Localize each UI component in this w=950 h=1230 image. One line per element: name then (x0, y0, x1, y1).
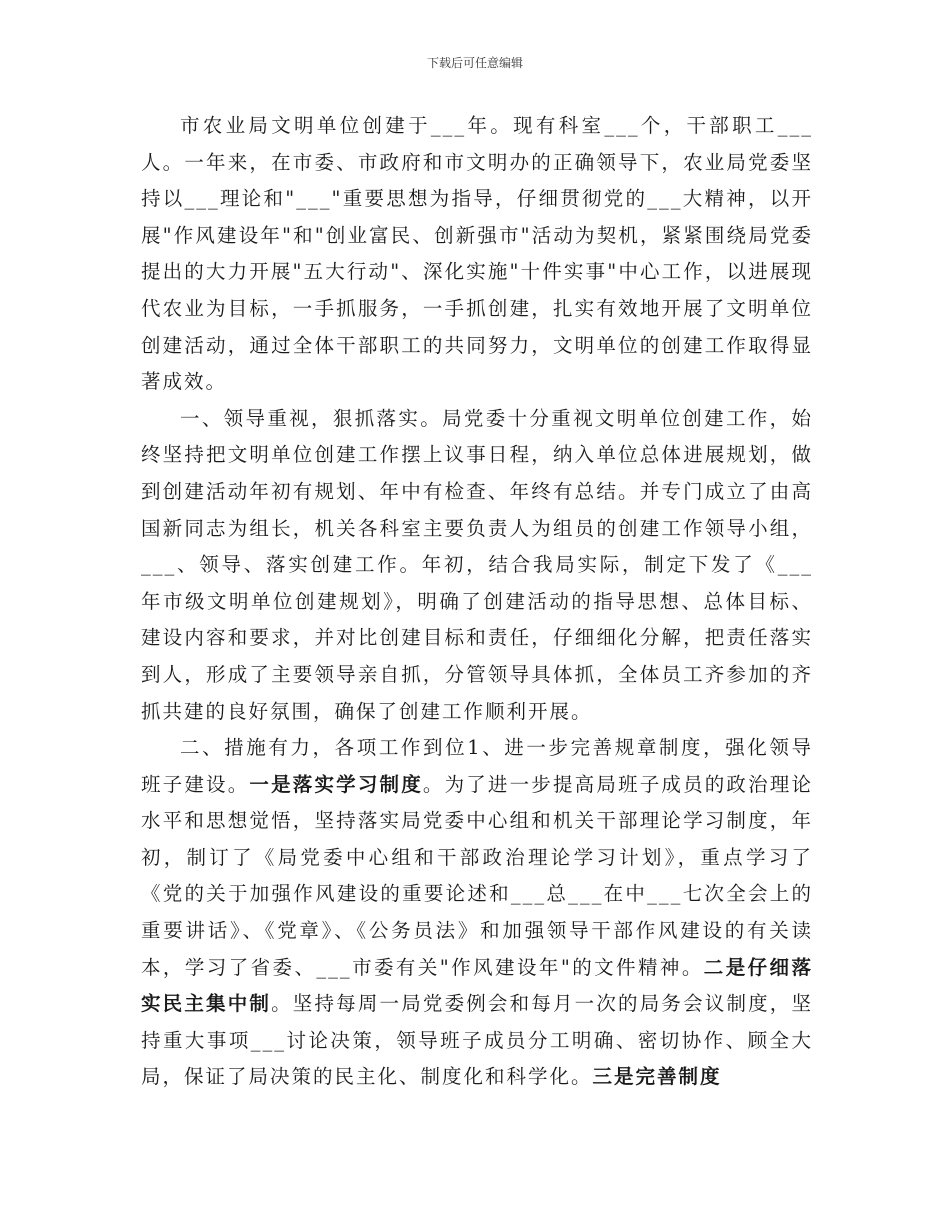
paragraph-text: 二、措施有力，各项工作到位1、进一步完善规章制度，强化领导班子建设。 (141, 736, 813, 796)
bold-heading-democratic-centralism: 二是仔细落实民主集中制 (141, 955, 813, 1016)
paragraph-section-one (141, 401, 813, 730)
bold-heading-improve-system: 三是完善制度 (592, 1065, 722, 1089)
paragraph-section-two (141, 730, 813, 1096)
paragraph-text: 一、领导重视，狠抓落实。局党委十分重视文明单位创建工作，始终坚持把文明单位创建工作摆上议事日程，纳入单位总体进展规划，做到创建活动年初有规划、年中有检查、年终有总结。并专门成立了由高国新同志为组长，机关各科室主要负责人为组员的创建工作领导小组，___、领导、落实创建工作。年初，结合我局实际，制定下发了《___年市级文明单位创建规划》，明确了创建活动的指导思想、总体目标、建设内容和要求，并对比创建目标和责任，仔细细化分解，把责任落实到人，形成了主要领导亲自抓，分管领导具体抓，全体员工齐参加的齐抓共建的良好氛围，确保了创建工作顺利开展。 (141, 406, 813, 723)
bold-heading-study-system: 一是落实学习制度 (249, 772, 423, 796)
page-header-note: 下载后可任意编辑 (426, 56, 523, 70)
paragraph-text: 市农业局文明单位创建于___年。现有科室___个，干部职工___人。一年来，在市委、市政府和市文明办的正确领导下，农业局党委坚持以___理论和"___"重要思想为指导，仔细贯彻党的___大精神，以开展"作风建设年"和"创业富民、创新强市"活动为契机，紧紧围绕局党委提出的大力开展"五大行动"、深化实施"十件实事"中心工作，以进展现代农业为目标，一手抓服务，一手抓创建，扎实有效地开展了文明单位创建活动，通过全体干部职工的共同努力，文明单位的创建工作取得显著成效。 (141, 114, 813, 394)
paragraph-text: 。为了进一步提高局班子成员的政治理论水平和思想觉悟，坚持落实局党委中心组和机关干部理论学习制度，年初，制订了《局党委中心组和干部政治理论学习计划》，重点学习了《党的关于加强作风建设的重要论述和___总___在中___七次全会上的重要讲话》、《党章》、《公务员法》和加强领导干部作风建设的有关读本，学习了省委、___市委有关"作风建设年"的文件精神。 (141, 772, 813, 979)
paragraph-text: 。坚持每周一局党委例会和每月一次的局务会议制度，坚持重大事项___讨论决策，领导班子成员分工明确、密切协作、顾全大局，保证了局决策的民主化、制度化和科学化。 (141, 992, 813, 1089)
paragraph-intro (141, 108, 813, 401)
document-body (141, 108, 813, 1096)
